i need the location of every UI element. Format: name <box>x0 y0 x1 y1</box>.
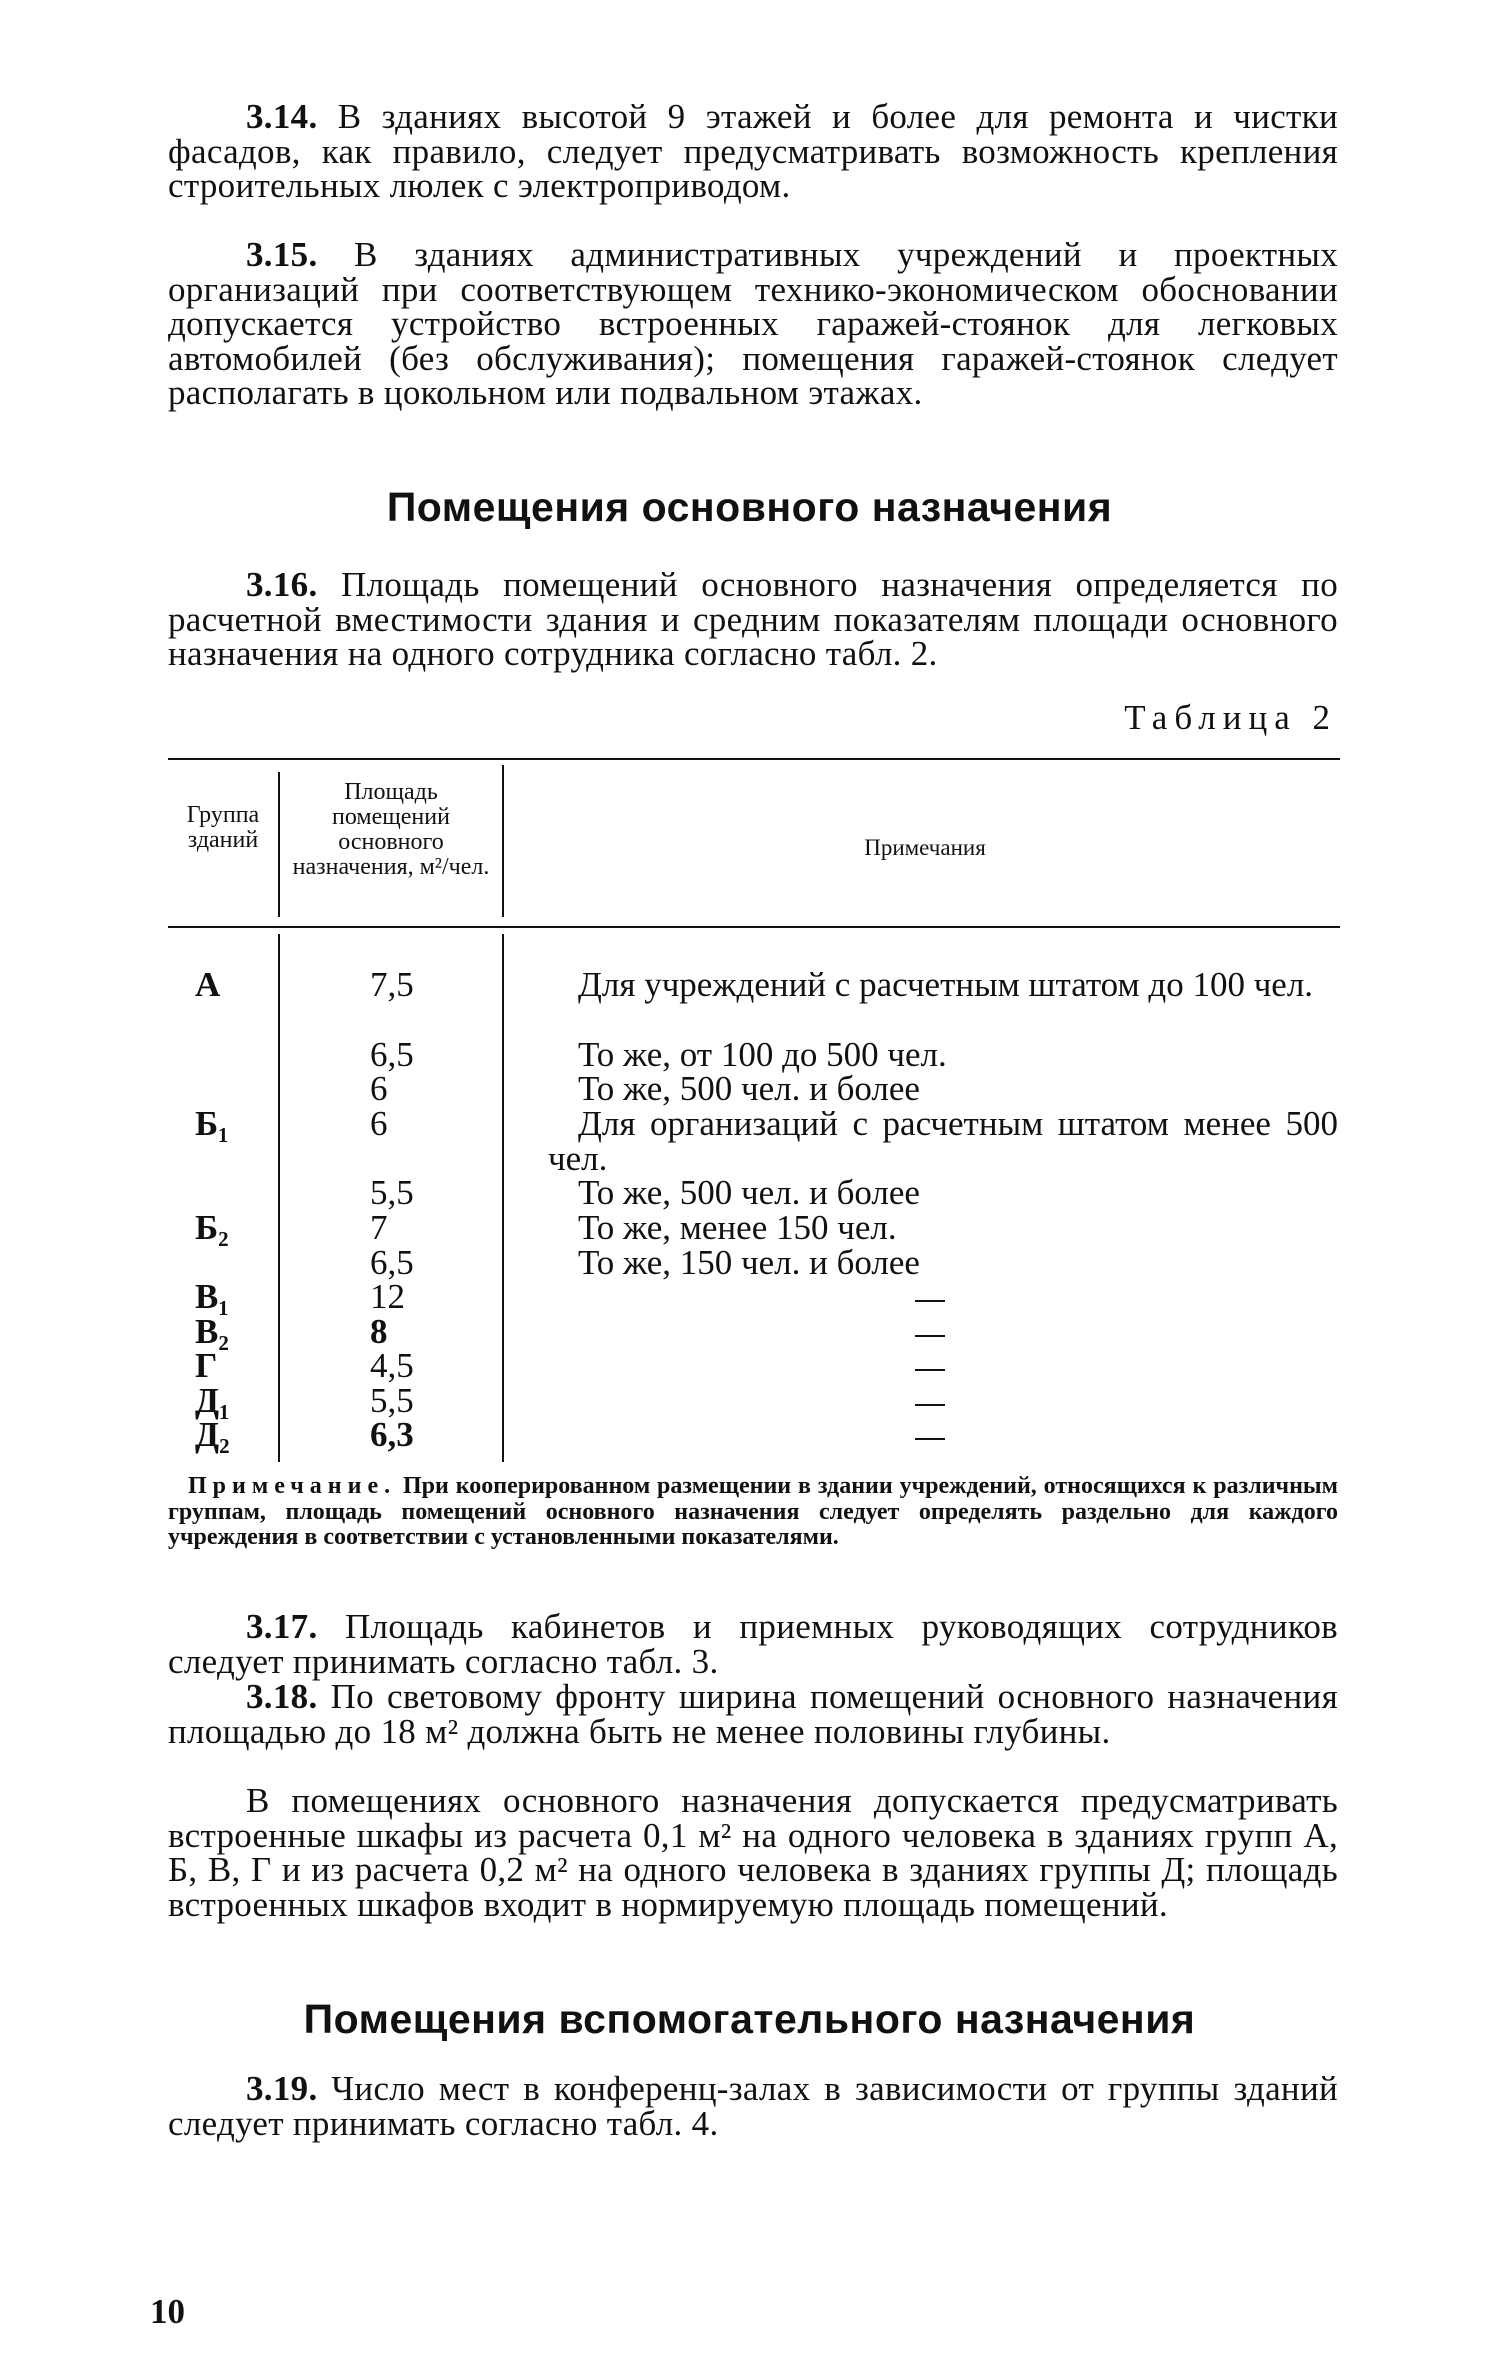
note-cell: То же, 500 чел. и более <box>578 1173 920 1212</box>
column-header-group: Группа зданий <box>186 802 260 853</box>
empty-note-dash <box>915 1300 945 1302</box>
group-cell: В₂ <box>195 1312 229 1351</box>
table-footnote <box>168 1474 1338 1551</box>
group-cell: В₁ <box>195 1277 229 1316</box>
paragraph-3-19 <box>168 2069 1338 2143</box>
empty-note-dash <box>915 1369 945 1371</box>
section-heading-main-rooms: Помещения основного назначения <box>386 484 1113 530</box>
area-cell: 7 <box>370 1208 388 1247</box>
group-cell: Д₂ <box>195 1415 230 1454</box>
area-cell: 6 <box>370 1104 388 1143</box>
paragraph-number: 3.16. <box>246 565 318 604</box>
footnote-text: При кооперированном размещении в здании учреждений, относящихся к различным группам, площадь помещений основного назначения следует определять раздельно для каждого учреждения в соответствии с установленными показателями. <box>168 1473 1339 1550</box>
paragraph-number: 3.17. <box>246 1607 318 1646</box>
area-cell: 6 <box>370 1069 388 1108</box>
table-divider <box>278 934 280 1462</box>
paragraph-number: 3.14. <box>246 97 318 136</box>
note-cell: То же, менее 150 чел. <box>578 1208 897 1247</box>
table-caption: Таблица 2 <box>1124 698 1337 737</box>
group-cell: Б₂ <box>195 1208 229 1247</box>
section-heading-aux-rooms: Помещения вспомогательного назначения <box>303 1996 1196 2042</box>
note-cell: Для учреждений с расчетным штатом до 100 чел. <box>578 965 1314 1004</box>
area-cell: 5,5 <box>370 1173 414 1212</box>
table-top-rule <box>168 758 1340 760</box>
paragraph-3-18 <box>168 1677 1338 1751</box>
paragraph-3-14 <box>168 97 1338 205</box>
area-cell: 6,5 <box>370 1035 414 1074</box>
group-cell: Б₁ <box>195 1104 229 1143</box>
area-cell: 6,5 <box>370 1243 414 1282</box>
group-cell: Д₁ <box>195 1381 230 1420</box>
footnote-label: Примечание. <box>188 1473 397 1499</box>
paragraph-text: В зданиях административных учреждений и проектных организаций при соответствующем технико-экономическом обосновании допускается устройство встроенных гаражей-стоянок для легковых автомобилей (без обслуживания); помещения гаражей-стоянок следует располагать в цокольном или подвальном этажах. <box>168 235 1338 412</box>
area-cell: 8 <box>370 1312 388 1351</box>
empty-note-dash <box>915 1438 945 1440</box>
column-header-notes: Примечания <box>864 835 986 860</box>
paragraph-3-15 <box>168 235 1338 412</box>
table-divider <box>278 772 280 917</box>
area-cell: 7,5 <box>370 965 414 1004</box>
paragraph-3-18-cont: В помещениях основного назначения допускается предусматривать встроенные шкафы из расчета 0,1 м² на одного человека в зданиях групп А, Б, В, Г и из расчета 0,2 м² на одного человека в зданиях группы Д; площадь встроенных шкафов входит в нормируемую площадь помещений. <box>168 1781 1338 1924</box>
paragraph-3-16 <box>168 565 1338 673</box>
paragraph-text: В зданиях высотой 9 этажей и более для ремонта и чистки фасадов, как правило, следует предусматривать возможность крепления строительных люлек с электроприводом. <box>168 97 1338 205</box>
paragraph-text: Площадь кабинетов и приемных руководящих сотрудников следует принимать согласно табл. 3. <box>168 1607 1339 1681</box>
paragraph-3-17 <box>168 1607 1339 1681</box>
area-cell: 12 <box>370 1277 405 1316</box>
paragraph-number: 3.19. <box>246 2069 318 2108</box>
paragraph-text: По световому фронту ширина помещений основного назначения площадью до 18 м² должна быть не менее половины глубины. <box>168 1677 1338 1751</box>
group-cell: Г <box>195 1346 218 1385</box>
area-cell: 5,5 <box>370 1381 414 1420</box>
paragraph-number: 3.18. <box>246 1677 318 1716</box>
paragraph-text: Площадь помещений основного назначения определяется по расчетной вместимости здания и средним показателям площади основного назначения на одного сотрудника согласно табл. 2. <box>168 565 1338 673</box>
page-number: 10 <box>150 2292 185 2331</box>
empty-note-dash <box>915 1335 945 1337</box>
table-header-rule <box>168 926 1340 928</box>
note-cell: То же, 500 чел. и более <box>578 1069 920 1108</box>
table-divider <box>502 934 504 1462</box>
group-cell: А <box>195 965 221 1004</box>
note-cell: Для организаций с расчетным штатом менее 500 чел. <box>548 1104 1338 1178</box>
paragraph-text: Число мест в конференц-залах в зависимости от группы зданий следует принимать согласно табл. 4. <box>168 2069 1338 2143</box>
area-cell: 4,5 <box>370 1346 414 1385</box>
table-divider <box>502 765 504 917</box>
note-cell: То же, от 100 до 500 чел. <box>578 1035 947 1074</box>
area-cell: 6,3 <box>370 1415 414 1454</box>
note-cell: То же, 150 чел. и более <box>578 1243 920 1282</box>
column-header-area: Площадь помещений основного назначения, м²/чел. <box>292 779 490 880</box>
empty-note-dash <box>915 1404 945 1406</box>
paragraph-number: 3.15. <box>246 235 318 274</box>
